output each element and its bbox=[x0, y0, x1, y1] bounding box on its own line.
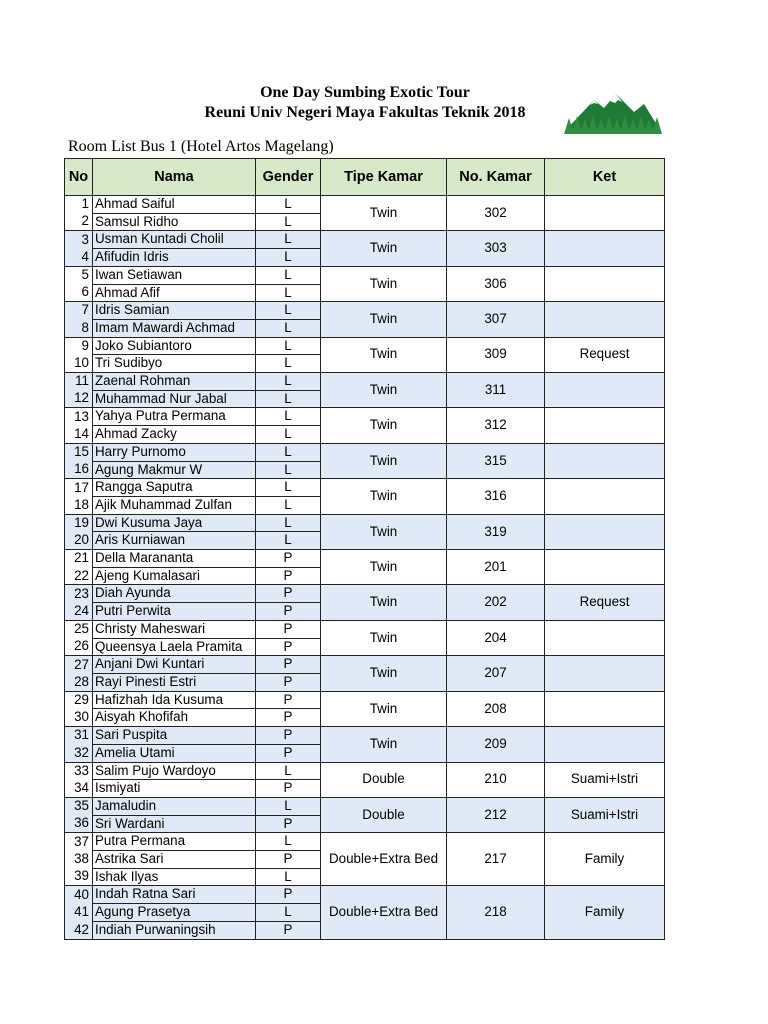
room-type: Twin bbox=[321, 231, 447, 266]
row-number: 36 bbox=[65, 815, 93, 833]
guest-gender: P bbox=[256, 921, 321, 939]
guest-gender: P bbox=[256, 727, 321, 745]
guest-name: Amelia Utami bbox=[93, 744, 256, 762]
guest-name: Joko Subiantoro bbox=[93, 337, 256, 355]
table-row bbox=[65, 656, 665, 674]
guest-name: Indah Ratna Sari bbox=[93, 886, 256, 904]
row-number: 11 bbox=[65, 373, 93, 391]
room-note: Family bbox=[545, 833, 665, 886]
room-type: Twin bbox=[321, 727, 447, 762]
guest-name: Aris Kurniawan bbox=[93, 532, 256, 550]
col-header-ket: Ket bbox=[545, 159, 665, 196]
col-header-tipe-kamar: Tipe Kamar bbox=[321, 159, 447, 196]
guest-name: Anjani Dwi Kuntari bbox=[93, 656, 256, 674]
guest-name: Jamaludin bbox=[93, 797, 256, 815]
row-number: 3 bbox=[65, 231, 93, 249]
guest-name: Ahmad Zacky bbox=[93, 426, 256, 444]
room-type: Twin bbox=[321, 479, 447, 514]
room-number: 309 bbox=[447, 337, 545, 372]
guest-name: Ajeng Kumalasari bbox=[93, 567, 256, 585]
guest-gender: L bbox=[256, 514, 321, 532]
room-number: 316 bbox=[447, 479, 545, 514]
guest-gender: L bbox=[256, 461, 321, 479]
room-type: Double bbox=[321, 797, 447, 832]
row-number: 34 bbox=[65, 780, 93, 798]
room-type: Twin bbox=[321, 302, 447, 337]
guest-gender: P bbox=[256, 656, 321, 674]
guest-name: Queensya Laela Pramita bbox=[93, 638, 256, 656]
room-note bbox=[545, 620, 665, 655]
table-row bbox=[65, 585, 665, 603]
row-number: 9 bbox=[65, 337, 93, 355]
room-type: Twin bbox=[321, 620, 447, 655]
guest-name: Ishak Ilyas bbox=[93, 868, 256, 886]
row-number: 33 bbox=[65, 762, 93, 780]
room-number: 201 bbox=[447, 550, 545, 585]
room-list-table bbox=[64, 158, 665, 940]
guest-gender: L bbox=[256, 319, 321, 337]
room-note bbox=[545, 231, 665, 266]
row-number: 31 bbox=[65, 727, 93, 745]
col-header-no: No bbox=[65, 159, 93, 196]
row-number: 7 bbox=[65, 302, 93, 320]
guest-gender: L bbox=[256, 196, 321, 214]
col-header-no-kamar: No. Kamar bbox=[447, 159, 545, 196]
row-number: 13 bbox=[65, 408, 93, 426]
col-header-nama: Nama bbox=[93, 159, 256, 196]
room-number: 306 bbox=[447, 266, 545, 301]
guest-name: Ahmad Afif bbox=[93, 284, 256, 302]
guest-gender: P bbox=[256, 691, 321, 709]
guest-name: Muhammad Nur Jabal bbox=[93, 390, 256, 408]
guest-gender: L bbox=[256, 284, 321, 302]
room-note bbox=[545, 443, 665, 478]
guest-name: Tri Sudibyo bbox=[93, 355, 256, 373]
guest-name: Hafizhah Ida Kusuma bbox=[93, 691, 256, 709]
row-number: 37 bbox=[65, 833, 93, 851]
guest-name: Sari Puspita bbox=[93, 727, 256, 745]
guest-name: Ajik Muhammad Zulfan bbox=[93, 496, 256, 514]
table-row bbox=[65, 337, 665, 355]
room-type: Twin bbox=[321, 691, 447, 726]
guest-gender: L bbox=[256, 797, 321, 815]
guest-name: Agung Prasetya bbox=[93, 904, 256, 922]
room-type: Twin bbox=[321, 585, 447, 620]
table-row bbox=[65, 266, 665, 284]
room-type: Twin bbox=[321, 443, 447, 478]
row-number: 35 bbox=[65, 797, 93, 815]
room-note bbox=[545, 656, 665, 691]
room-note bbox=[545, 196, 665, 231]
row-number: 10 bbox=[65, 355, 93, 373]
guest-gender: P bbox=[256, 709, 321, 727]
row-number: 32 bbox=[65, 744, 93, 762]
guest-gender: L bbox=[256, 355, 321, 373]
guest-gender: L bbox=[256, 532, 321, 550]
room-number: 218 bbox=[447, 886, 545, 939]
room-type: Twin bbox=[321, 196, 447, 231]
table-row bbox=[65, 231, 665, 249]
row-number: 39 bbox=[65, 868, 93, 886]
room-note bbox=[545, 479, 665, 514]
table-row bbox=[65, 620, 665, 638]
row-number: 41 bbox=[65, 904, 93, 922]
row-number: 29 bbox=[65, 691, 93, 709]
guest-gender: P bbox=[256, 567, 321, 585]
guest-gender: P bbox=[256, 886, 321, 904]
row-number: 5 bbox=[65, 266, 93, 284]
room-note: Request bbox=[545, 337, 665, 372]
room-note bbox=[545, 266, 665, 301]
guest-name: Idris Samian bbox=[93, 302, 256, 320]
room-type: Twin bbox=[321, 408, 447, 443]
guest-gender: P bbox=[256, 744, 321, 762]
room-number: 319 bbox=[447, 514, 545, 549]
guest-gender: L bbox=[256, 390, 321, 408]
room-number: 212 bbox=[447, 797, 545, 832]
row-number: 15 bbox=[65, 443, 93, 461]
table-row bbox=[65, 797, 665, 815]
room-number: 315 bbox=[447, 443, 545, 478]
guest-name: Harry Purnomo bbox=[93, 443, 256, 461]
guest-gender: L bbox=[256, 302, 321, 320]
room-note: Suami+Istri bbox=[545, 797, 665, 832]
table-body bbox=[65, 196, 665, 940]
guest-name: Dwi Kusuma Jaya bbox=[93, 514, 256, 532]
guest-name: Sri Wardani bbox=[93, 815, 256, 833]
table-row bbox=[65, 373, 665, 391]
row-number: 20 bbox=[65, 532, 93, 550]
table-row bbox=[65, 762, 665, 780]
mountain-forest-icon bbox=[560, 90, 664, 134]
room-number: 307 bbox=[447, 302, 545, 337]
guest-name: Christy Maheswari bbox=[93, 620, 256, 638]
guest-name: Yahya Putra Permana bbox=[93, 408, 256, 426]
room-note bbox=[545, 302, 665, 337]
guest-gender: P bbox=[256, 638, 321, 656]
guest-gender: P bbox=[256, 603, 321, 621]
guest-name: Agung Makmur W bbox=[93, 461, 256, 479]
room-note bbox=[545, 408, 665, 443]
room-number: 208 bbox=[447, 691, 545, 726]
guest-gender: L bbox=[256, 249, 321, 267]
table-header-row bbox=[65, 159, 665, 196]
table-row bbox=[65, 691, 665, 709]
room-note bbox=[545, 727, 665, 762]
row-number: 16 bbox=[65, 461, 93, 479]
guest-gender: P bbox=[256, 585, 321, 603]
row-number: 19 bbox=[65, 514, 93, 532]
room-number: 302 bbox=[447, 196, 545, 231]
guest-name: Ahmad Saiful bbox=[93, 196, 256, 214]
row-number: 14 bbox=[65, 426, 93, 444]
room-number: 204 bbox=[447, 620, 545, 655]
guest-name: Samsul Ridho bbox=[93, 213, 256, 231]
guest-gender: L bbox=[256, 479, 321, 497]
guest-gender: L bbox=[256, 337, 321, 355]
room-number: 303 bbox=[447, 231, 545, 266]
row-number: 8 bbox=[65, 319, 93, 337]
room-note: Request bbox=[545, 585, 665, 620]
room-number: 217 bbox=[447, 833, 545, 886]
guest-gender: L bbox=[256, 904, 321, 922]
row-number: 23 bbox=[65, 585, 93, 603]
row-number: 2 bbox=[65, 213, 93, 231]
room-note bbox=[545, 373, 665, 408]
guest-gender: P bbox=[256, 815, 321, 833]
guest-gender: L bbox=[256, 868, 321, 886]
guest-gender: L bbox=[256, 833, 321, 851]
row-number: 38 bbox=[65, 851, 93, 869]
room-number: 209 bbox=[447, 727, 545, 762]
guest-gender: L bbox=[256, 496, 321, 514]
room-type: Double+Extra Bed bbox=[321, 833, 447, 886]
row-number: 6 bbox=[65, 284, 93, 302]
guest-name: Usman Kuntadi Cholil bbox=[93, 231, 256, 249]
guest-gender: L bbox=[256, 443, 321, 461]
table-row bbox=[65, 479, 665, 497]
guest-gender: P bbox=[256, 550, 321, 568]
guest-name: Imam Mawardi Achmad bbox=[93, 319, 256, 337]
room-note bbox=[545, 691, 665, 726]
room-type: Twin bbox=[321, 514, 447, 549]
room-type: Twin bbox=[321, 373, 447, 408]
table-row bbox=[65, 514, 665, 532]
row-number: 42 bbox=[65, 921, 93, 939]
table-row bbox=[65, 443, 665, 461]
room-type: Double+Extra Bed bbox=[321, 886, 447, 939]
document-title: One Day Sumbing Exotic Tour bbox=[260, 84, 470, 101]
table-row bbox=[65, 727, 665, 745]
row-number: 21 bbox=[65, 550, 93, 568]
guest-gender: P bbox=[256, 780, 321, 798]
guest-gender: L bbox=[256, 213, 321, 231]
table-row bbox=[65, 408, 665, 426]
row-number: 24 bbox=[65, 603, 93, 621]
document-subtitle: Reuni Univ Negeri Maya Fakultas Teknik 2018 bbox=[204, 104, 526, 121]
row-number: 28 bbox=[65, 673, 93, 691]
guest-name: Putra Permana bbox=[93, 833, 256, 851]
row-number: 22 bbox=[65, 567, 93, 585]
table-row bbox=[65, 886, 665, 904]
guest-gender: P bbox=[256, 673, 321, 691]
room-note: Family bbox=[545, 886, 665, 939]
row-number: 12 bbox=[65, 390, 93, 408]
guest-gender: L bbox=[256, 266, 321, 284]
row-number: 26 bbox=[65, 638, 93, 656]
room-type: Twin bbox=[321, 266, 447, 301]
col-header-gender: Gender bbox=[256, 159, 321, 196]
room-type: Twin bbox=[321, 337, 447, 372]
guest-name: Salim Pujo Wardoyo bbox=[93, 762, 256, 780]
guest-name: Iwan Setiawan bbox=[93, 266, 256, 284]
room-number: 202 bbox=[447, 585, 545, 620]
guest-name: Rangga Saputra bbox=[93, 479, 256, 497]
row-number: 17 bbox=[65, 479, 93, 497]
guest-name: Afifudin Idris bbox=[93, 249, 256, 267]
guest-name: Aisyah Khofifah bbox=[93, 709, 256, 727]
room-note bbox=[545, 550, 665, 585]
guest-name: Diah Ayunda bbox=[93, 585, 256, 603]
guest-name: Astrika Sari bbox=[93, 851, 256, 869]
room-number: 311 bbox=[447, 373, 545, 408]
row-number: 40 bbox=[65, 886, 93, 904]
guest-name: Indiah Purwaningsih bbox=[93, 921, 256, 939]
room-list-heading: Room List Bus 1 (Hotel Artos Magelang) bbox=[68, 138, 334, 155]
room-number: 210 bbox=[447, 762, 545, 797]
guest-name: Rayi Pinesti Estri bbox=[93, 673, 256, 691]
guest-gender: P bbox=[256, 620, 321, 638]
room-number: 312 bbox=[447, 408, 545, 443]
guest-gender: L bbox=[256, 762, 321, 780]
row-number: 25 bbox=[65, 620, 93, 638]
room-type: Twin bbox=[321, 656, 447, 691]
table-row bbox=[65, 196, 665, 214]
table-row bbox=[65, 302, 665, 320]
row-number: 4 bbox=[65, 249, 93, 267]
guest-gender: P bbox=[256, 851, 321, 869]
guest-gender: L bbox=[256, 426, 321, 444]
guest-name: Zaenal Rohman bbox=[93, 373, 256, 391]
table-row bbox=[65, 833, 665, 851]
table-row bbox=[65, 550, 665, 568]
room-note bbox=[545, 514, 665, 549]
room-type: Double bbox=[321, 762, 447, 797]
guest-name: Ismiyati bbox=[93, 780, 256, 798]
room-number: 207 bbox=[447, 656, 545, 691]
room-note: Suami+Istri bbox=[545, 762, 665, 797]
row-number: 30 bbox=[65, 709, 93, 727]
row-number: 18 bbox=[65, 496, 93, 514]
guest-gender: L bbox=[256, 373, 321, 391]
guest-gender: L bbox=[256, 231, 321, 249]
guest-name: Della Marananta bbox=[93, 550, 256, 568]
guest-gender: L bbox=[256, 408, 321, 426]
room-type: Twin bbox=[321, 550, 447, 585]
row-number: 1 bbox=[65, 196, 93, 214]
row-number: 27 bbox=[65, 656, 93, 674]
guest-name: Putri Perwita bbox=[93, 603, 256, 621]
